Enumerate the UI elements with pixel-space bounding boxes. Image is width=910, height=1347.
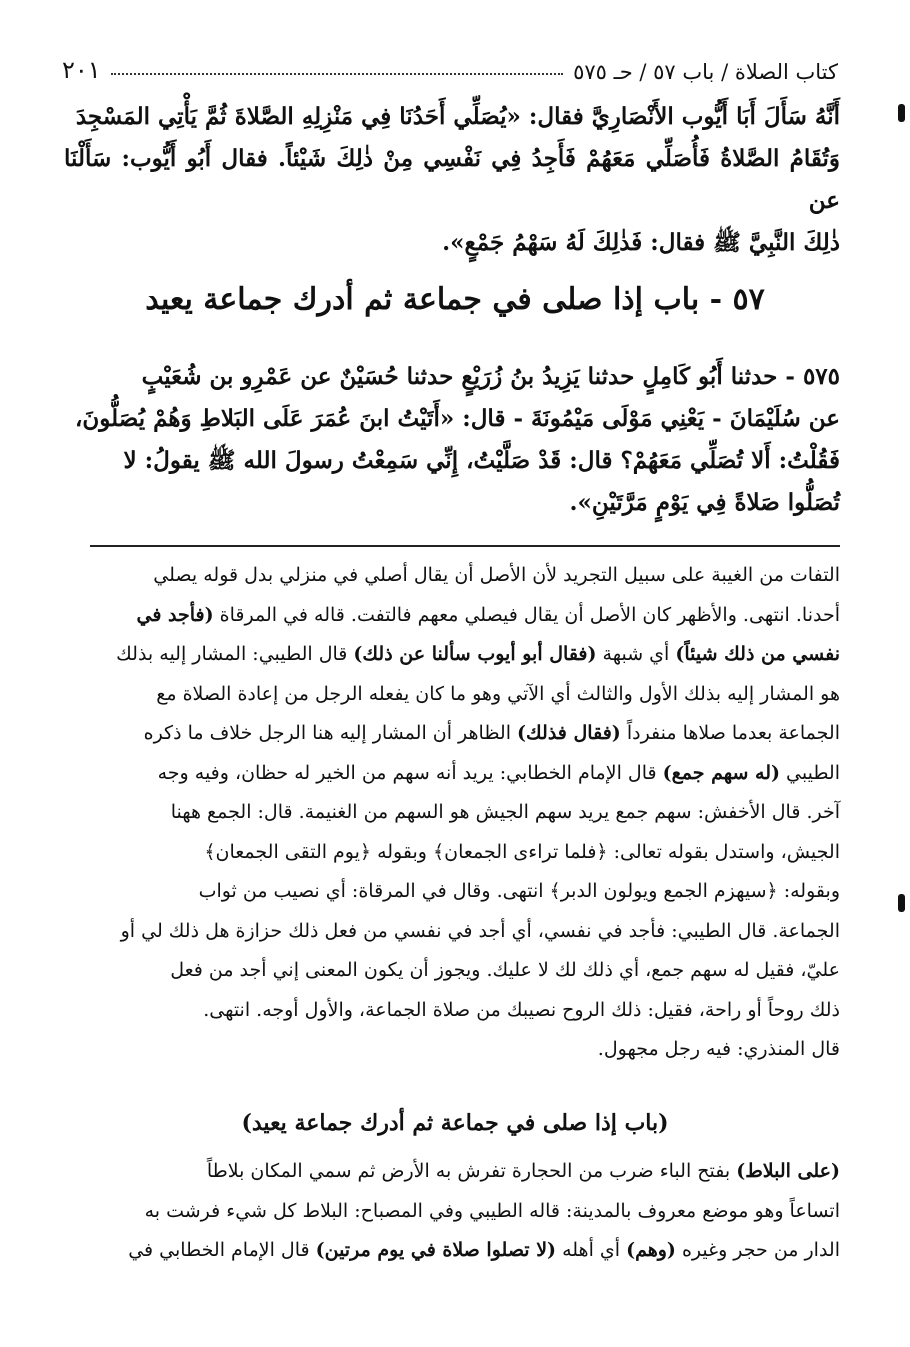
- margin-mark: [898, 104, 905, 122]
- note-text: بفتح الباء ضرب من الحجارة تفرش به الأرض ثم سمي المكان بلاطاً: [206, 1160, 731, 1182]
- note-keyword: (وهم): [626, 1239, 676, 1261]
- note-line: الجماعة. قال الطيبي: فأجد في نفسي، أي أجد في نفسي من فعل ذلك حزازة هل ذلك لي أو: [120, 919, 840, 942]
- chapter-title: إذا صلى في جماعة ثم أدرك جماعة يعيد: [145, 282, 643, 317]
- note-text: الدار من حجر وغيره: [681, 1239, 840, 1261]
- note-line: هو المشار إليه بذلك الأول والثالث أي الآتي وهو ما كان يفعله الرجل من إعادة الصلاة مع: [156, 682, 840, 705]
- note-text: الجماعة بعدما صلاها منفرداً: [626, 722, 840, 744]
- note-keyword: (فقال أبو أيوب سألنا عن ذلك): [353, 643, 597, 665]
- hadith-continuation: [64, 96, 840, 264]
- commentary-section: [64, 556, 840, 1070]
- note-line: [64, 1231, 840, 1271]
- note-text: قال الإمام الخطابي في: [128, 1239, 310, 1261]
- text-line: تُصَلُّوا صَلاةً فِي يَوْمٍ مَرَّتَيْنِ».: [569, 489, 840, 516]
- note-text: قال الطيبي: المشار إليه بذلك: [116, 643, 348, 665]
- text-line: فَقُلْتُ: أَلا تُصَلِّي مَعَهُمْ؟ قال: قَدْ صَلَّيْتُ، إِنِّي سَمِعْتُ رسولَ الله ﷺ يقولُ: لا: [123, 447, 840, 474]
- note-line: الجيش، واستدل بقوله تعالى: ﴿فلما تراءى الجمعان﴾ وبقوله ﴿يوم التقى الجمعان﴾: [204, 840, 840, 863]
- note-text: الظاهر أن المشار إليه هنا الرجل خلاف ما ذكره: [143, 722, 511, 744]
- note-line: قال المنذري: فيه رجل مجهول.: [597, 1038, 840, 1060]
- footnote-separator: [90, 545, 840, 547]
- note-text: قال الإمام الخطابي: يريد أنه سهم من الخير له حظان، وفيه وجه: [157, 761, 657, 784]
- text-line: وَتُقَامُ الصَّلاةُ فَأُصَلِّي مَعَهُمْ فَأَجِدُ فِي نَفْسِي مِنْ ذٰلِكَ شَيْئاً. فقال أَبُو أَيُّوب: سَأَلْنَا عن: [64, 145, 840, 214]
- text-line: ذٰلِكَ النَّبِيَّ ﷺ فقال: فَذٰلِكَ لَهُ سَهْمُ جَمْعٍ».: [442, 229, 840, 256]
- running-title: كتاب الصلاة / باب ٥٧ / حـ ٥٧٥: [573, 60, 838, 84]
- page-header: [62, 44, 838, 84]
- note-keyword: (له سهم جمع): [662, 761, 780, 784]
- hadith-line-text: حدثنا أَبُو كَامِلٍ حدثنا يَزِيدُ بنُ زُرَيْعٍ حدثنا حُسَيْنٌ عن عَمْرِو بن شُعَيْبٍ: [141, 363, 778, 390]
- note-text: أحدنا. انتهى. والأظهر كان الأصل أن يقال فيصلي معهم فالتفت. قاله في المرقاة: [219, 603, 840, 626]
- margin-mark: [898, 894, 905, 912]
- note-line: [64, 1152, 840, 1192]
- note-line: آخر. قال الأخفش: سهم جمع يريد سهم الجيش هو السهم من الغنيمة. قال: الجمع ههنا: [170, 801, 840, 823]
- chapter-heading: [100, 278, 810, 322]
- text-line: عن سُلَيْمَانَ - يَعْنِي مَوْلَى مَيْمُونَةَ - قال: «أَتَيْتُ ابنَ عُمَرَ عَلَى البَلاطِ وَهُمْ يُصَلُّونَ،: [74, 405, 840, 432]
- chapter-bab-word: باب: [653, 282, 700, 317]
- note-line: [64, 635, 840, 675]
- hadith-number: ٥٧٥ -: [785, 363, 840, 390]
- chapter-number: ٥٧ -: [709, 282, 765, 317]
- text-line: [64, 356, 840, 398]
- note-line: اتساعاً وهو موضع معروف بالمدينة: قاله الطيبي وفي المصباح: البلاط كل شيء فرشت به: [144, 1199, 840, 1222]
- note-keyword: (فقال فذلك): [517, 722, 621, 744]
- text-line: أَنَّهُ سَأَلَ أَبَا أَيُّوب الأَنْصَارِيَّ فقال: «يُصَلِّي أَحَدُنَا فِي مَنْزِلِهِ الصَّلاةَ ثُمَّ يَأْتِي المَسْجِدَ: [75, 103, 840, 130]
- note-keyword: (لا تصلوا صلاة في يوم مرتين): [315, 1239, 557, 1261]
- note-keyword: (فأجد في: [136, 603, 214, 626]
- note-line: ذلك روحاً أو راحة، فقيل: ذلك الروح نصيبك من صلاة الجماعة، والأول أوجه. انتهى.: [203, 998, 840, 1021]
- note-line: وبقوله: ﴿سيهزم الجمع ويولون الدبر﴾ انتهى. وقال في المرقاة: أي نصيب من ثواب: [198, 880, 840, 902]
- hadith-text: [64, 356, 840, 524]
- note-text: أي شبهة: [602, 643, 670, 665]
- commentary-section-2: [64, 1152, 840, 1271]
- note-text: أي أهله: [562, 1239, 621, 1261]
- note-keyword: نفسي من ذلك شيئاً): [675, 643, 840, 665]
- commentary-chapter-heading: (باب إذا صلى في جماعة ثم أدرك جماعة يعيد): [241, 1110, 669, 1136]
- note-line: [64, 754, 840, 794]
- note-line: [64, 714, 840, 754]
- note-line: عليّ، فقيل له سهم جمع، أي ذلك لك لا عليك. ويجوز أن يكون المعنى إني أجد من فعل: [170, 959, 840, 981]
- header-dotted-leader: [111, 72, 563, 75]
- note-line: التفات من الغيبة على سبيل التجريد لأن الأصل أن يقال أصلي في منزلي بدل قوله يصلي: [153, 564, 840, 586]
- note-text: الطيبي: [786, 761, 840, 784]
- note-keyword: (على البلاط): [736, 1160, 840, 1182]
- note-line: [64, 596, 840, 636]
- page-number: ٢٠١: [62, 56, 101, 84]
